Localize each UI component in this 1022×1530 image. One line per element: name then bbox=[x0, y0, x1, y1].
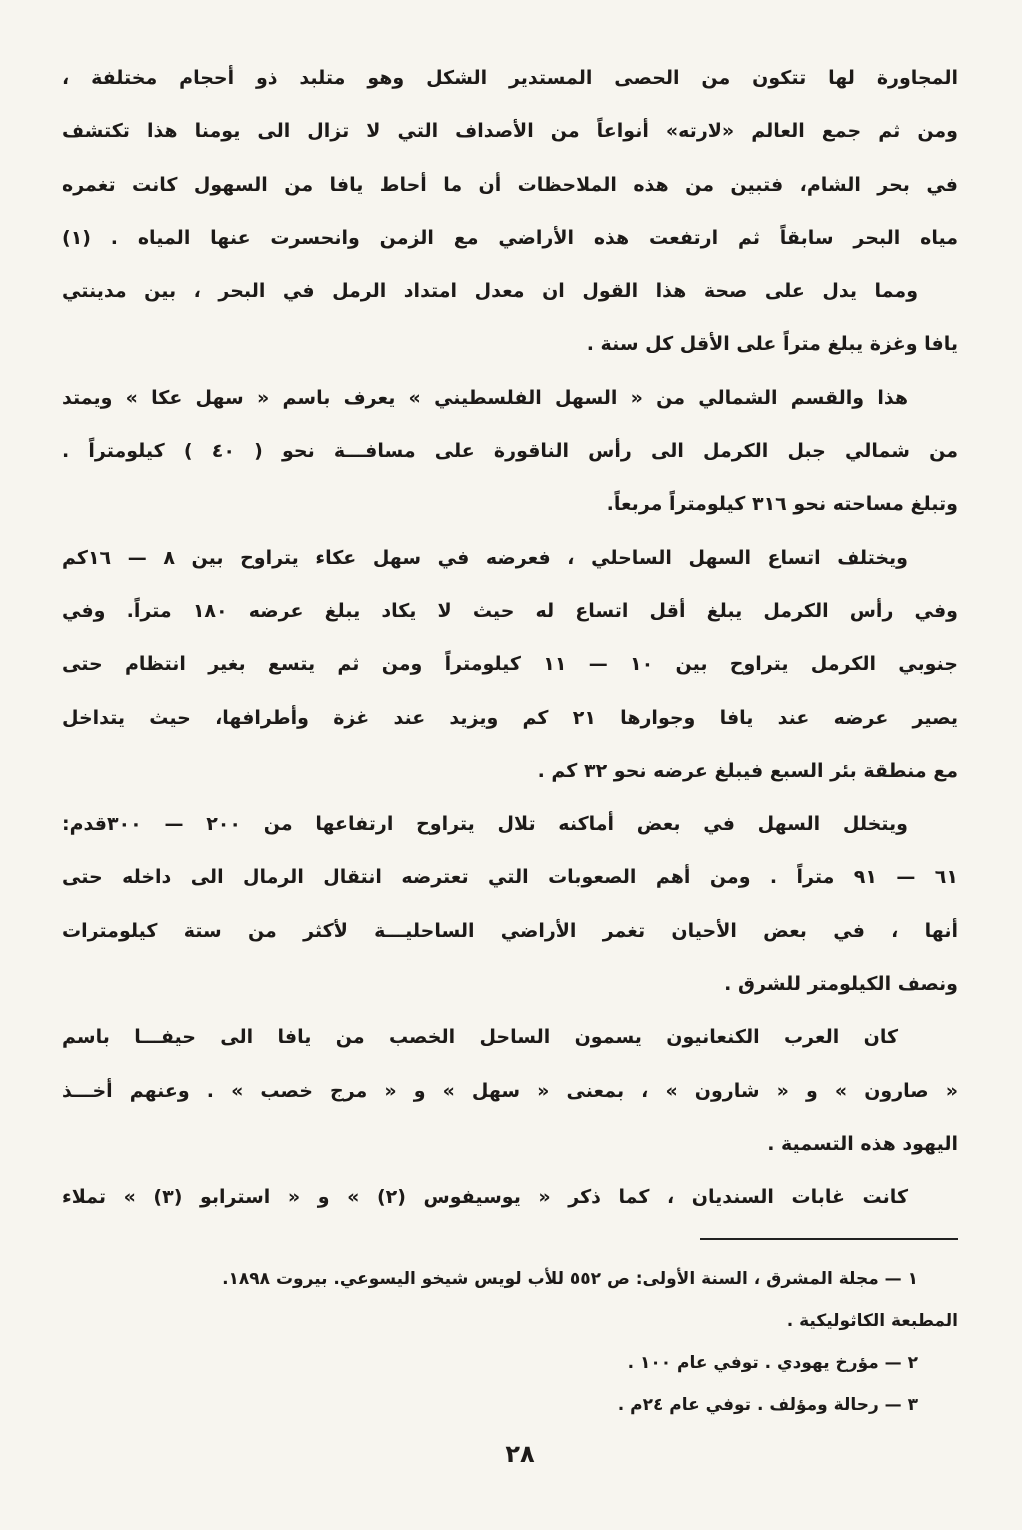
text-line: مياه البحر سابقاً ثم ارتفعت هذه الأراضي مع الزمن وانحسرت عنها المياه . (١) bbox=[62, 226, 958, 249]
text-line: وتبلغ مساحته نحو ٣١٦ كيلومتراً مربعاً. bbox=[606, 493, 958, 516]
footnote-1: ١ — مجلة المشرق ، السنة الأولى: ص ٥٥٢ للأب لويس شيخو اليسوعي. بيروت ١٨٩٨. bbox=[222, 1269, 918, 1289]
text-line: وفي رأس الكرمل يبلغ أقل اتساع له حيث لا يكاد يبلغ عرضه ١٨٠ متراً. وفي bbox=[62, 599, 958, 622]
text-line: ويتخلل السهل في بعض أماكنه تلال يتراوح ارتفاعها من ٢٠٠ — ٣٠٠قدم: bbox=[62, 813, 908, 836]
footnote-2: ٢ — مؤرخ يهودي . توفي عام ١٠٠ . bbox=[627, 1353, 918, 1373]
footnote-divider bbox=[700, 1238, 958, 1240]
text-line: كان العرب الكنعانيون يسمون الساحل الخصب من يافا الى حيفـــا باسم bbox=[62, 1026, 898, 1049]
text-line: ٦١ — ٩١ متراً . ومن أهم الصعوبات التي تعترضه انتقال الرمال الى داخله حتى bbox=[62, 866, 958, 889]
text-line: هذا والقسم الشمالي من « السهل الفلسطيني » يعرف باسم « سهل عكا » ويمتد bbox=[62, 386, 908, 409]
text-line: أنها ، في بعض الأحيان تغمر الأراضي الساحليـــة لأكثر من ستة كيلومترات bbox=[62, 919, 958, 942]
body-text bbox=[62, 52, 958, 1225]
text-line: المجاورة لها تتكون من الحصى المستدير الشكل وهو متلبد ذو أحجام مختلفة ، bbox=[62, 67, 958, 89]
text-line: يصير عرضه عند يافا وجوارها ٢١ كم ويزيد عند غزة وأطرافها، حيث يتداخل bbox=[62, 706, 958, 729]
text-line: كانت غابات السنديان ، كما ذكر « يوسيفوس (٢) » و « استرابو (٣) » تملاء bbox=[62, 1186, 908, 1209]
footnote-3: ٣ — رحالة ومؤلف . توفي عام ٢٤م . bbox=[617, 1395, 918, 1415]
text-line: اليهود هذه التسمية . bbox=[767, 1132, 958, 1155]
footnotes bbox=[62, 1258, 958, 1426]
text-line: ويختلف اتساع السهل الساحلي ، فعرضه في سهل عكاء يتراوح بين ٨ — ١٦كم bbox=[62, 546, 908, 569]
text-line: مع منطقة بئر السبع فيبلغ عرضه نحو ٣٢ كم . bbox=[537, 759, 958, 782]
footnote-1-continued: المطبعة الكاثوليكية . bbox=[786, 1311, 958, 1331]
text-line: ونصف الكيلومتر للشرق . bbox=[724, 973, 958, 996]
text-line: جنوبي الكرمل يتراوح بين ١٠ — ١١ كيلومتراً ومن ثم يتسع بغير انتظام حتى bbox=[62, 653, 958, 676]
text-line: يافا وغزة يبلغ متراً على الأقل كل سنة . bbox=[586, 333, 958, 356]
text-line: في بحر الشام، فتبين من هذه الملاحظات أن ما أحاط يافا من السهول كانت تغمره bbox=[62, 173, 958, 196]
text-line: « صارون » و « شارون » ، بمعنى « سهل » و « مرج خصب » . وعنهم أخـــذ bbox=[62, 1079, 958, 1102]
text-line: ومما يدل على صحة هذا القول ان معدل امتداد الرمل في البحر ، بين مدينتي bbox=[62, 280, 918, 303]
text-line: ومن ثم جمع العالم «لارته» أنواعاً من الأصداف التي لا تزال الى يومنا هذا تكتشف bbox=[62, 120, 958, 143]
page-number: ٢٨ bbox=[505, 1440, 535, 1468]
text-line: من شمالي جبل الكرمل الى رأس الناقورة على مسافـــة نحو ( ٤٠ ) كيلومتراً . bbox=[62, 440, 958, 463]
